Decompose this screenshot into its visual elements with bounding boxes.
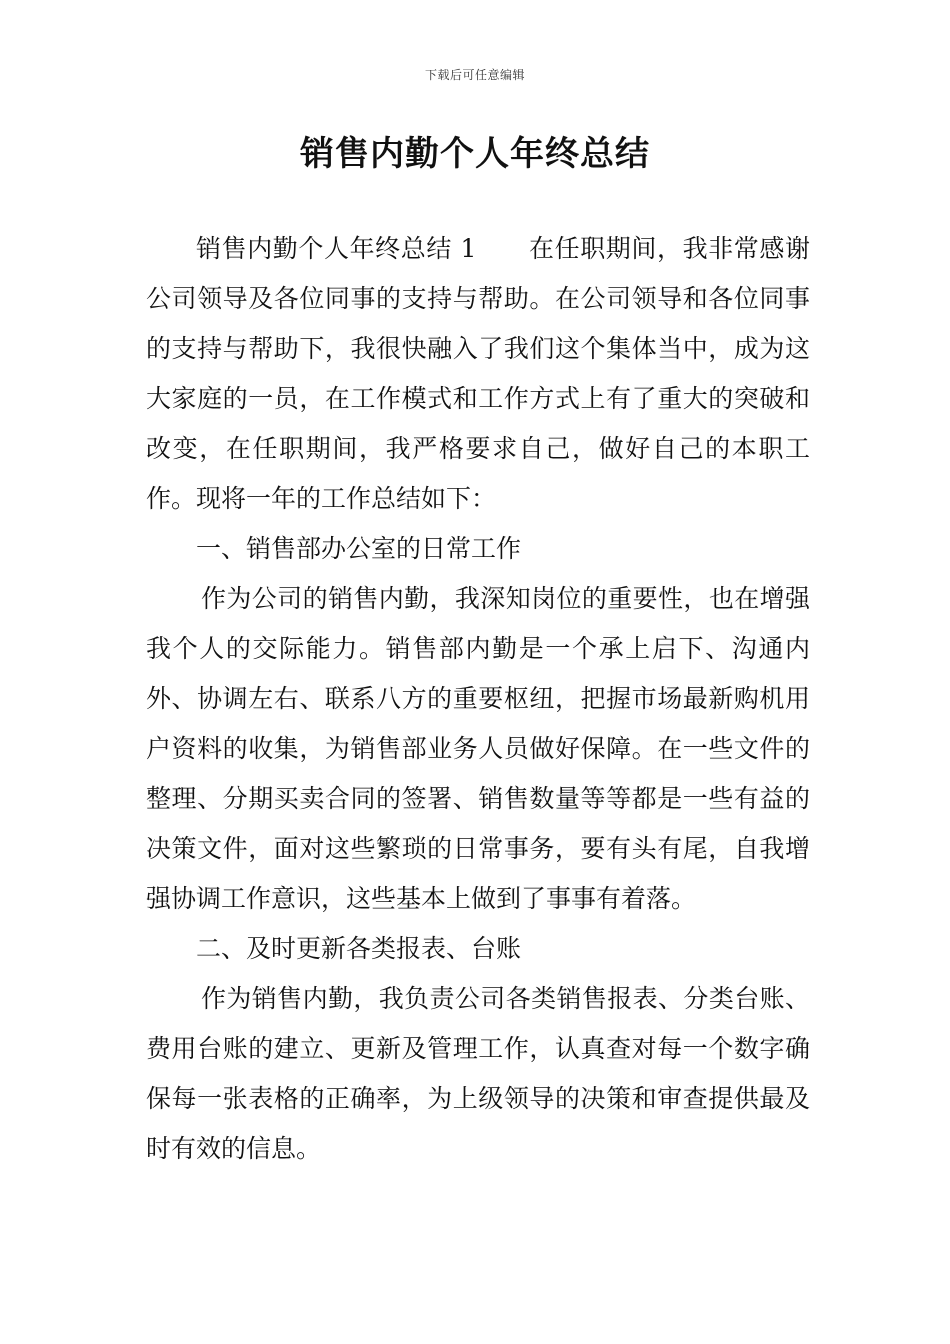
section-heading-1: 一、销售部办公室的日常工作 [196, 534, 522, 563]
intro-text: 在任职期间，我非常感谢公司领导及各位同事的支持与帮助。在公司领导和各位同事的支持与帮助下，我很快融入了我们这个集体当中，成为这大家庭的一员，在工作模式和工作方式上有了重大的突破和改变，在任职期间，我严格要求自己，做好自己的本职工作。现将一年的工作总结如下： [146, 234, 810, 513]
intro-paragraph [146, 224, 810, 524]
section-paragraph-1: 作为公司的销售内勤，我深知岗位的重要性，也在增强我个人的交际能力。销售部内勤是一个承上启下、沟通内外、协调左右、联系八方的重要枢纽，把握市场最新购机用户资料的收集，为销售部业务人员做好保障。在一些文件的整理、分期买卖合同的签署、销售数量等等都是一些有益的决策文件，面对这些繁琐的日常事务，要有头有尾，自我增强协调工作意识，这些基本上做到了事事有着落。 [146, 584, 810, 913]
document-body [146, 224, 810, 1174]
section-paragraph-2: 作为销售内勤，我负责公司各类销售报表、分类台账、费用台账的建立、更新及管理工作，认真查对每一个数字确保每一张表格的正确率，为上级领导的决策和审查提供最及时有效的信息。 [146, 984, 810, 1163]
header-note: 下载后可任意编辑 [424, 68, 525, 82]
section-heading-2: 二、及时更新各类报表、台账 [196, 934, 522, 963]
intro-label: 销售内勤个人年终总结 1 [196, 234, 477, 263]
document-title: 销售内勤个人年终总结 [300, 134, 650, 174]
